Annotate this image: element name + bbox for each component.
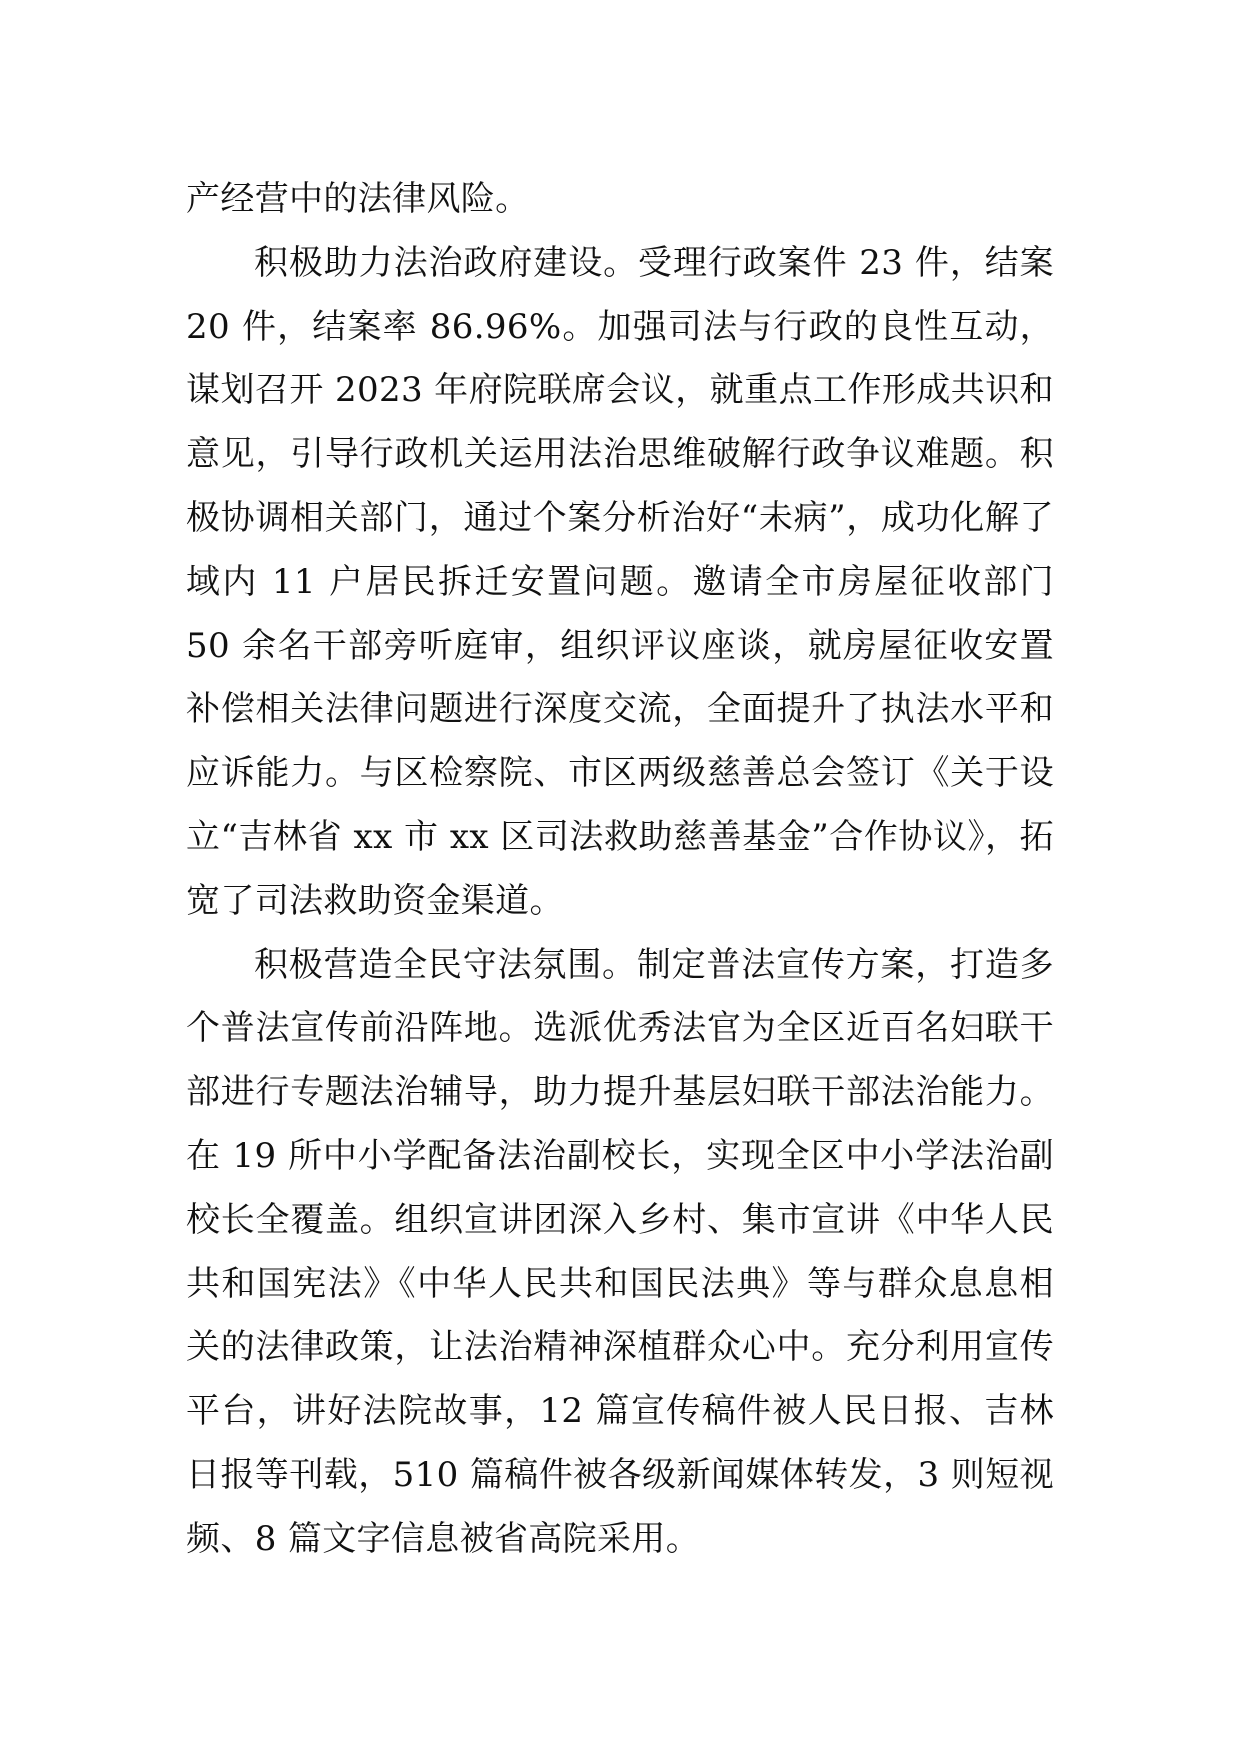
paragraph-continuation: 产经营中的法律风险。	[186, 179, 530, 219]
paragraph-law-awareness: 积极营造全民守法氛围。制定普法宣传方案，打造多个普法宣传前沿阵地。选派优秀法官为全区近百名妇联干部进行专题法治辅导，助力提升基层妇联干部法治能力。在 19 所中小学配备法治副校长，实现全区中小学法治副校长全覆盖。组织宣讲团深入乡村、集市宣讲《中华人民共和国宪法》《中华人民共和国民法典》等与群众息息相关的法律政策，让法治精神深植群众心中。充分利用宣传平台，讲好法院故事，12 篇宣传稿件被人民日报、吉林日报等刊载，510 篇稿件被各级新闻媒体转发，3 则短视频、8 篇文字信息被省高院采用。	[186, 944, 1054, 1559]
paragraph-law-government: 积极助力法治政府建设。受理行政案件 23 件，结案 20 件，结案率 86.96%。加强司法与行政的良性互动，谋划召开 2023 年府院联席会议，就重点工作形成共识和意见，引导行政机关运用法治思维破解行政争议难题。积极协调相关部门，通过个案分析治好“未病”，成功化解了域内 11 户居民拆迁安置问题。邀请全市房屋征收部门 50 余名干部旁听庭审，组织评议座谈，就房屋征收安置补偿相关法律问题进行深度交流，全面提升了执法水平和应诉能力。与区检察院、市区两级慈善总会签订《关于设立“吉林省 xx 市 xx 区司法救助慈善基金”合作协议》，拓宽了司法救助资金渠道。	[186, 242, 1054, 921]
body-text	[186, 168, 1054, 1572]
